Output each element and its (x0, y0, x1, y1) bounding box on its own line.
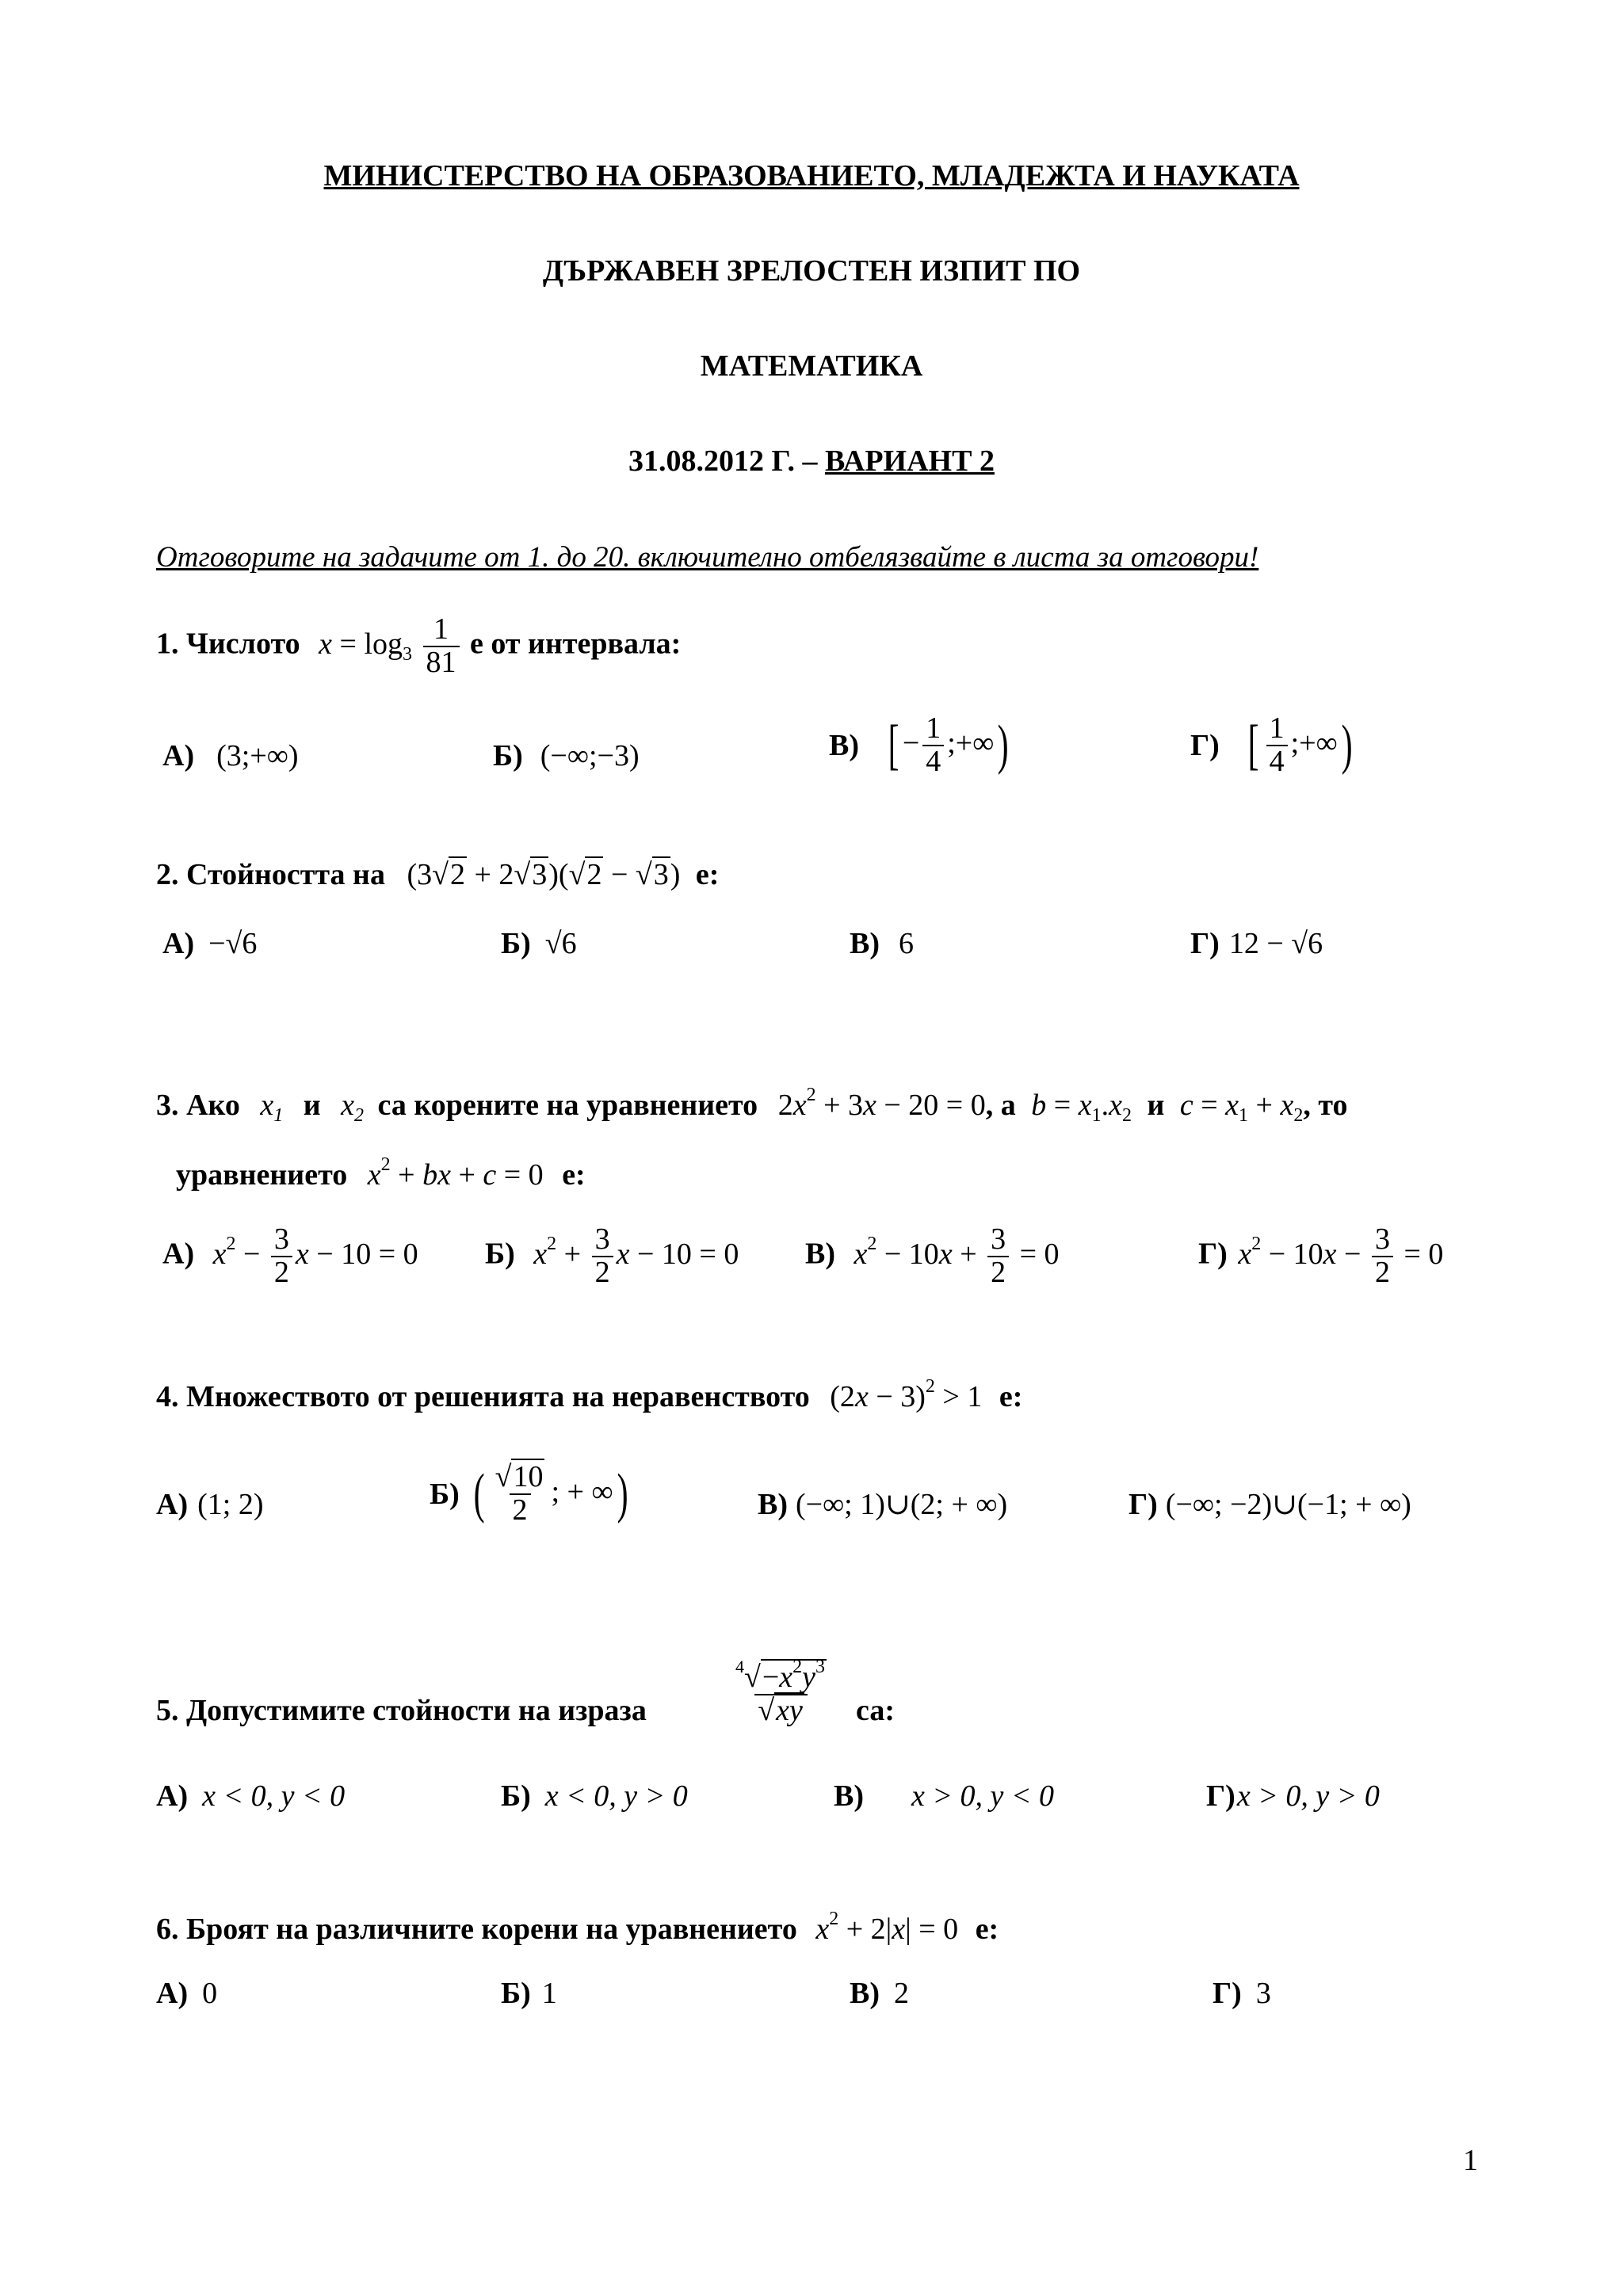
question-4: 4. Множеството от решенията на неравенството $(2x - 3)^2 > 1$ е: (156, 1376, 1023, 1413)
q4-option-a[interactable]: А) (1; 2) (156, 1488, 264, 1521)
q5-suffix: са: (856, 1694, 895, 1727)
q1-option-a[interactable]: А) (3;+∞) (162, 739, 299, 772)
q6-equation: $x^2 + 2|x| = 0$ (815, 1909, 959, 1946)
q1-prefix: 1. Числото (156, 627, 300, 661)
q3-option-a[interactable]: А) $x^2$ − $\frac{3}{2}$ x − 10 = 0 (162, 1222, 418, 1289)
q2-suffix: е: (695, 858, 720, 891)
q2-expression: (3√2 + 2√3)(√2 − √3) (407, 858, 681, 891)
ministry-title: МИНИСТЕРСТВО НА ОБРАЗОВАНИЕТО, МЛАДЕЖТА И НАУКАТА (323, 159, 1300, 193)
q4-option-d[interactable]: Г) (−∞; −2)∪(−1; + ∞) (1128, 1488, 1411, 1521)
q6-option-b[interactable]: Б) 1 (501, 1977, 557, 2010)
q4-option-c[interactable]: В) (−∞; 1)∪(2; + ∞) (758, 1488, 1008, 1521)
question-5: 5. Допустимите стойности на израза (156, 1694, 647, 1727)
exam-title: ДЪРЖАВЕН ЗРЕЛОСТЕН ИЗПИТ ПО (542, 254, 1081, 288)
question-1 (156, 614, 681, 679)
subject-title: МАТЕМАТИКА (700, 349, 923, 383)
q1-suffix: е от интервала: (470, 627, 682, 661)
q5-expression: $\frac{^4√-x^2y^3}{√xy}$ (735, 1657, 826, 1727)
q2-option-c[interactable]: В) 6 (850, 927, 914, 960)
q5-option-d[interactable]: Г)x > 0, y > 0 (1206, 1779, 1380, 1813)
q6-option-a[interactable]: А) 0 (156, 1977, 218, 2010)
exam-date: 31.08.2012 Г. – (628, 444, 825, 478)
q1-option-c[interactable]: В) [ − $\frac{1}{4}$ ;+∞) (829, 711, 1009, 778)
q5-option-b[interactable]: Б) x < 0, y > 0 (501, 1779, 688, 1813)
q6-option-d[interactable]: Г) 3 (1212, 1977, 1271, 2010)
question-6: 6. Броят на различните корени на уравнението $x^2 + 2|x| = 0$ е: (156, 1909, 999, 1946)
q1-option-b[interactable]: Б) (−∞;−3) (493, 739, 640, 772)
page-number: 1 (1463, 2144, 1478, 2177)
q3-equation: $2x^2 + 3x - 20 = 0$ (777, 1085, 986, 1122)
q2-option-b[interactable]: Б) √6 (501, 927, 577, 960)
q5-option-c[interactable]: В) x > 0, y < 0 (834, 1779, 1055, 1813)
q3-line-2: уравнението $x^2$ + bx + c = 0 е: (176, 1154, 586, 1192)
question-2 (156, 860, 719, 890)
exam-variant: ВАРИАНТ 2 (824, 444, 995, 478)
q2-option-d[interactable]: Г) 12 − √6 (1190, 927, 1323, 960)
q3-option-b[interactable]: Б) $x^2$ + $\frac{3}{2}$ x − 10 = 0 (485, 1222, 739, 1289)
question-3: 3. Ако $x_1$ и $x_2$ са корените на уравнението $2x^2 + 3x - 20 = 0$, а $b = x_1.x_2$ и $c = x_1 + x_2$, то (156, 1085, 1348, 1126)
q3-option-c[interactable]: В) $x^2 - 10x$ + $\frac{3}{2}$ = 0 (805, 1222, 1060, 1289)
q2-option-a[interactable]: А) −√6 (162, 927, 258, 960)
q3-option-d[interactable]: Г) $x^2 - 10x$ − $\frac{3}{2}$ = 0 (1198, 1222, 1444, 1289)
q5-option-a[interactable]: А) x < 0, y < 0 (156, 1779, 346, 1813)
q4-inequality: $(2x - 3)^2 > 1$ (830, 1376, 983, 1413)
q2-prefix: 2. Стойността на (156, 858, 385, 891)
exam-date-variant (0, 444, 1623, 479)
q1-option-d[interactable]: Г) [ $\frac{1}{4}$ ;+∞) (1190, 711, 1353, 778)
instructions: Отговорите на задачите от 1. до 20. включително отбелязвайте в листа за отговори! (156, 541, 1259, 574)
q1-expression: $x = \log_3$ $\frac{1}{81}$ (319, 627, 470, 661)
q6-option-c[interactable]: В) 2 (850, 1977, 909, 2010)
q4-option-b[interactable]: Б) ( $\frac{√10}{2}$ ; + ∞) (430, 1460, 628, 1527)
